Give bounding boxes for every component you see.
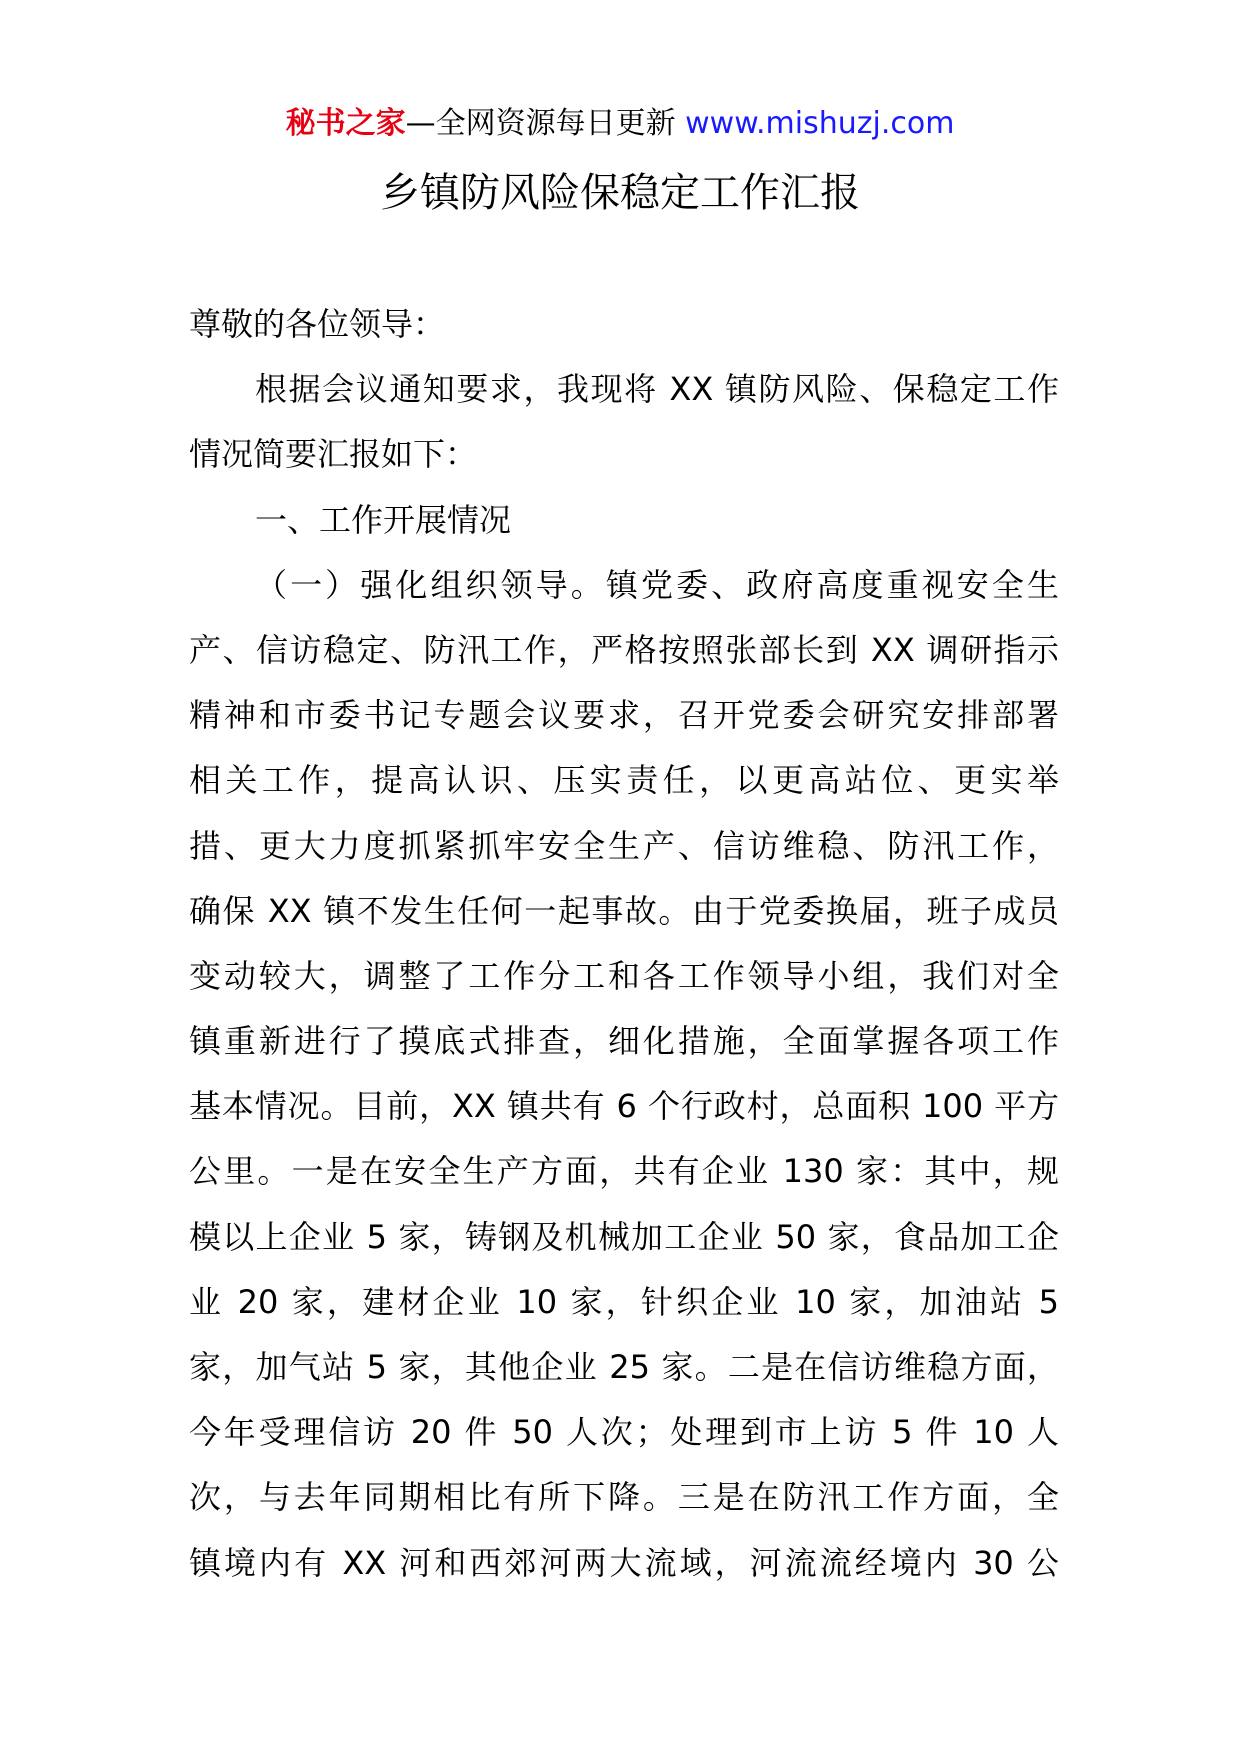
paragraph-line: 基本情况。目前，XX 镇共有 6 个行政村，总面积 100 平方 xyxy=(189,1087,1059,1126)
paragraph-line: 镇重新进行了摸底式排查，细化措施，全面掌握各项工作 xyxy=(189,1022,1059,1061)
section-heading: 一、工作开展情况 xyxy=(255,500,512,539)
paragraph-line: 情况简要汇报如下： xyxy=(189,435,478,474)
document-title: 乡镇防风险保稳定工作汇报 xyxy=(380,170,860,216)
paragraph-line: 精神和市委书记专题会议要求，召开党委会研究安排部署 xyxy=(189,696,1059,735)
paragraph-line: 相关工作，提高认识、压实责任，以更高站位、更实举 xyxy=(189,761,1059,800)
paragraph-line: 产、信访稳定、防汛工作，严格按照张部长到 XX 调研指示 xyxy=(189,630,1059,669)
paragraph-line: 确保 XX 镇不发生任何一起事故。由于党委换届，班子成员 xyxy=(189,891,1059,930)
paragraph-line: 次，与去年同期相比有所下降。三是在防汛工作方面，全 xyxy=(189,1478,1059,1517)
paragraph-line: 今年受理信访 20 件 50 人次；处理到市上访 5 件 10 人 xyxy=(189,1413,1059,1452)
banner-slogan: —全网资源每日更新 xyxy=(405,106,676,141)
paragraph-line: 措、更大力度抓紧抓牢安全生产、信访维稳、防汛工作， xyxy=(189,826,1059,865)
brand-name: 秘书之家 xyxy=(285,106,406,141)
paragraph-line: 家，加气站 5 家，其他企业 25 家。二是在信访维稳方面， xyxy=(189,1348,1059,1386)
paragraph-line: 公里。一是在安全生产方面，共有企业 130 家：其中，规 xyxy=(189,1152,1059,1191)
salutation: 尊敬的各位领导： xyxy=(189,305,446,343)
banner-url-link[interactable]: www.mishuzj.com xyxy=(685,106,955,141)
paragraph-line: 根据会议通知要求，我现将 XX 镇防风险、保稳定工作 xyxy=(255,370,1059,409)
paragraph-line: 变动较大，调整了工作分工和各工作领导小组，我们对全 xyxy=(189,956,1059,995)
paragraph-line: （一）强化组织领导。镇党委、政府高度重视安全生 xyxy=(255,565,1059,604)
site-banner xyxy=(0,102,1240,146)
document-body xyxy=(189,292,1059,1596)
paragraph-line: 模以上企业 5 家，铸钢及机械加工企业 50 家，食品加工企 xyxy=(189,1217,1059,1256)
paragraph-line: 业 20 家，建材企业 10 家，针织企业 10 家，加油站 5 xyxy=(189,1282,1059,1321)
paragraph-line: 镇境内有 XX 河和西郊河两大流域，河流流经境内 30 公 xyxy=(189,1543,1059,1582)
